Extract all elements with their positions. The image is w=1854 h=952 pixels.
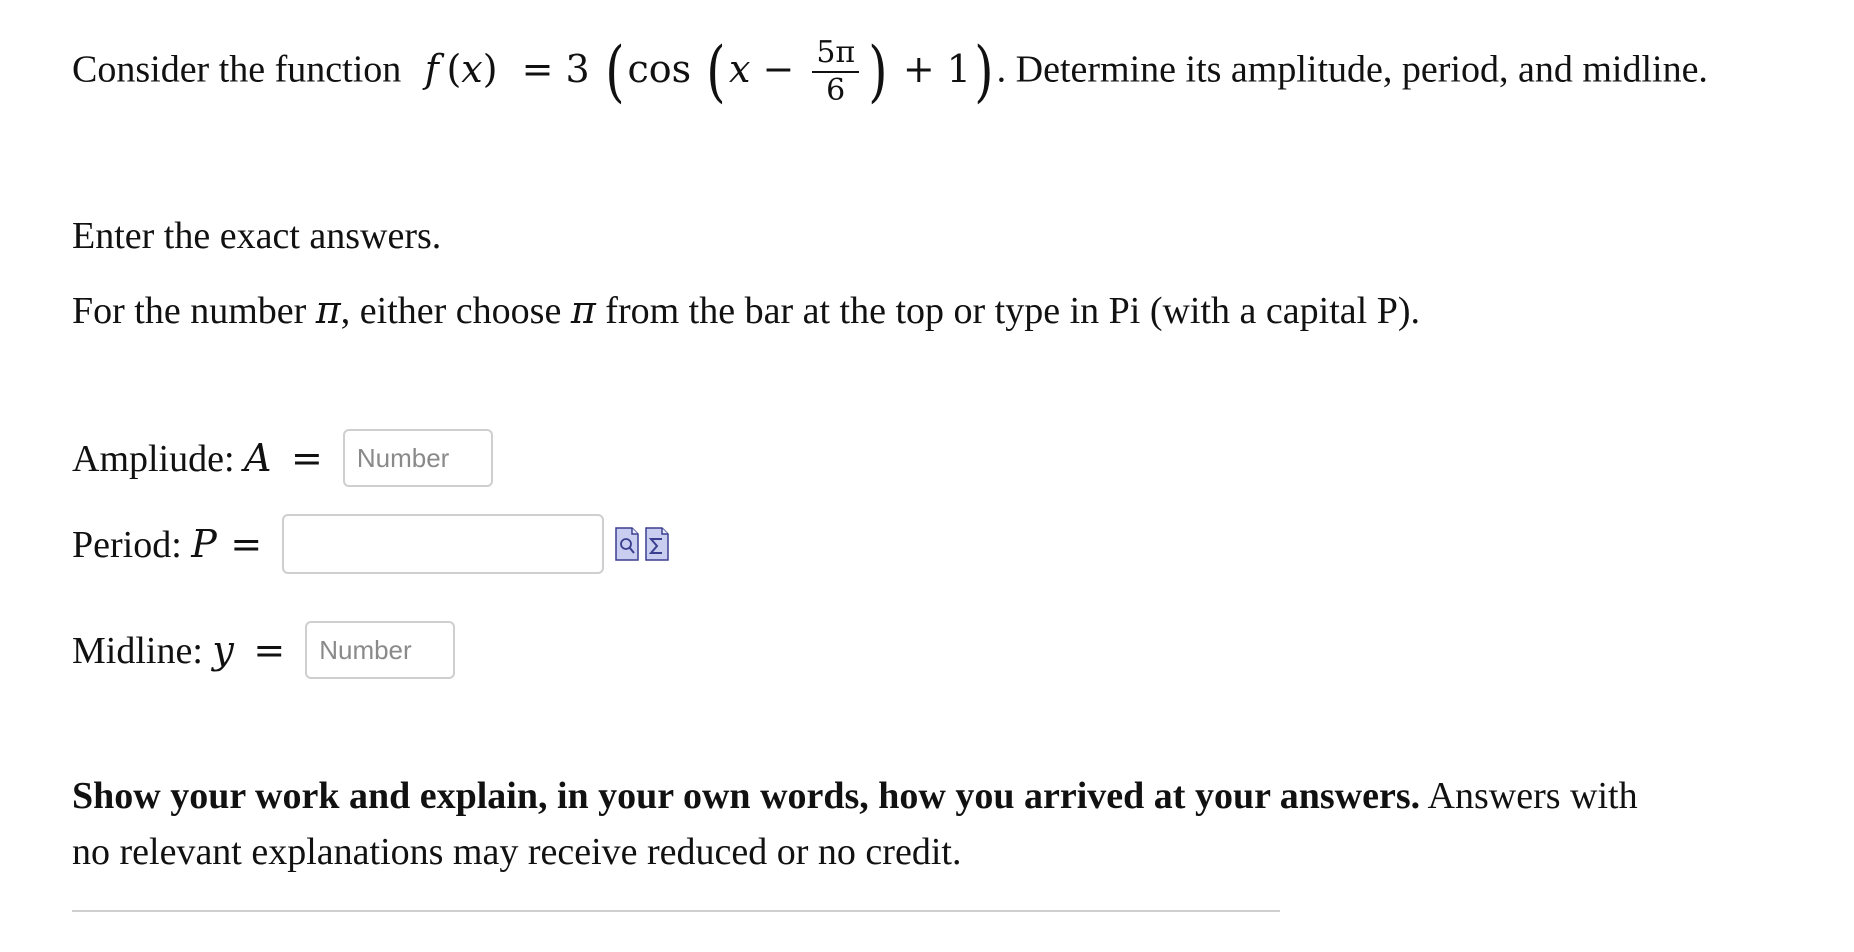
period-input[interactable]: [282, 514, 604, 574]
pi-symbol: π: [315, 288, 341, 332]
amplitude-row: [72, 428, 493, 488]
coefficient: 3: [565, 46, 590, 91]
period-label: [72, 522, 262, 567]
phase-fraction: [812, 35, 859, 108]
function-name: f: [424, 46, 439, 91]
function-expression: [424, 32, 997, 110]
work-instructions: [72, 768, 1792, 880]
equals-sign: =: [521, 46, 554, 91]
pi-instructions: [72, 288, 1420, 333]
exact-instructions: Enter the exact answers.: [72, 215, 442, 257]
question-page: [72, 0, 1792, 912]
midline-variable: y: [212, 627, 234, 672]
cos-function: cos: [627, 46, 692, 91]
paren-close: ): [482, 46, 498, 91]
pi-instructions-part1: For the number: [72, 290, 307, 332]
explanation-textbox[interactable]: [72, 910, 1280, 952]
period-variable: P: [191, 521, 217, 566]
amplitude-equals: =: [291, 435, 323, 480]
problem-task: . Determine its amplitude, period, and midline.: [996, 48, 1708, 91]
problem-statement: [72, 32, 1708, 110]
fraction-numerator: 5π: [812, 38, 859, 73]
big-paren-open: (: [604, 32, 625, 110]
work-instructions-line2: no relevant explanations may receive reduced or no credit.: [72, 831, 962, 873]
plus-sign: +: [902, 46, 935, 91]
work-instructions-bold: Show your work and explain, in your own words, how you arrived at your answers.: [72, 775, 1421, 817]
period-label-text: Period:: [72, 523, 182, 566]
pi-symbol-2: π: [570, 288, 596, 332]
problem-intro: Consider the function: [72, 48, 402, 91]
period-tools: [614, 526, 670, 562]
big-paren-open-inner: (: [706, 32, 726, 110]
amplitude-label-text: Ampliude:: [72, 437, 235, 480]
midline-equals: =: [253, 627, 286, 672]
midline-row: [72, 620, 455, 680]
preview-formula-icon[interactable]: [614, 526, 640, 562]
fraction-denominator: 6: [826, 73, 846, 108]
period-equals: =: [230, 521, 263, 566]
minus-sign: −: [762, 46, 795, 91]
paren-open: (: [438, 46, 462, 91]
equation-editor-icon[interactable]: [644, 526, 670, 562]
work-instructions-rest: Answers with: [1420, 775, 1638, 817]
amplitude-input[interactable]: [343, 429, 493, 487]
function-variable: x: [461, 46, 483, 91]
amplitude-variable: A: [244, 435, 272, 480]
inner-variable: x: [729, 46, 751, 91]
period-row: [72, 514, 670, 574]
midline-input[interactable]: [305, 621, 455, 679]
midline-label: [72, 628, 285, 673]
midline-label-text: Midline:: [72, 629, 203, 672]
pi-instructions-part2: , either choose: [340, 290, 562, 332]
big-paren-close: ): [974, 32, 994, 110]
pi-instructions-part3: from the bar at the top or type in Pi (with a capital P).: [605, 290, 1420, 332]
constant-term: 1: [946, 46, 971, 91]
big-paren-close-inner: ): [868, 32, 888, 110]
amplitude-label: [72, 436, 323, 481]
